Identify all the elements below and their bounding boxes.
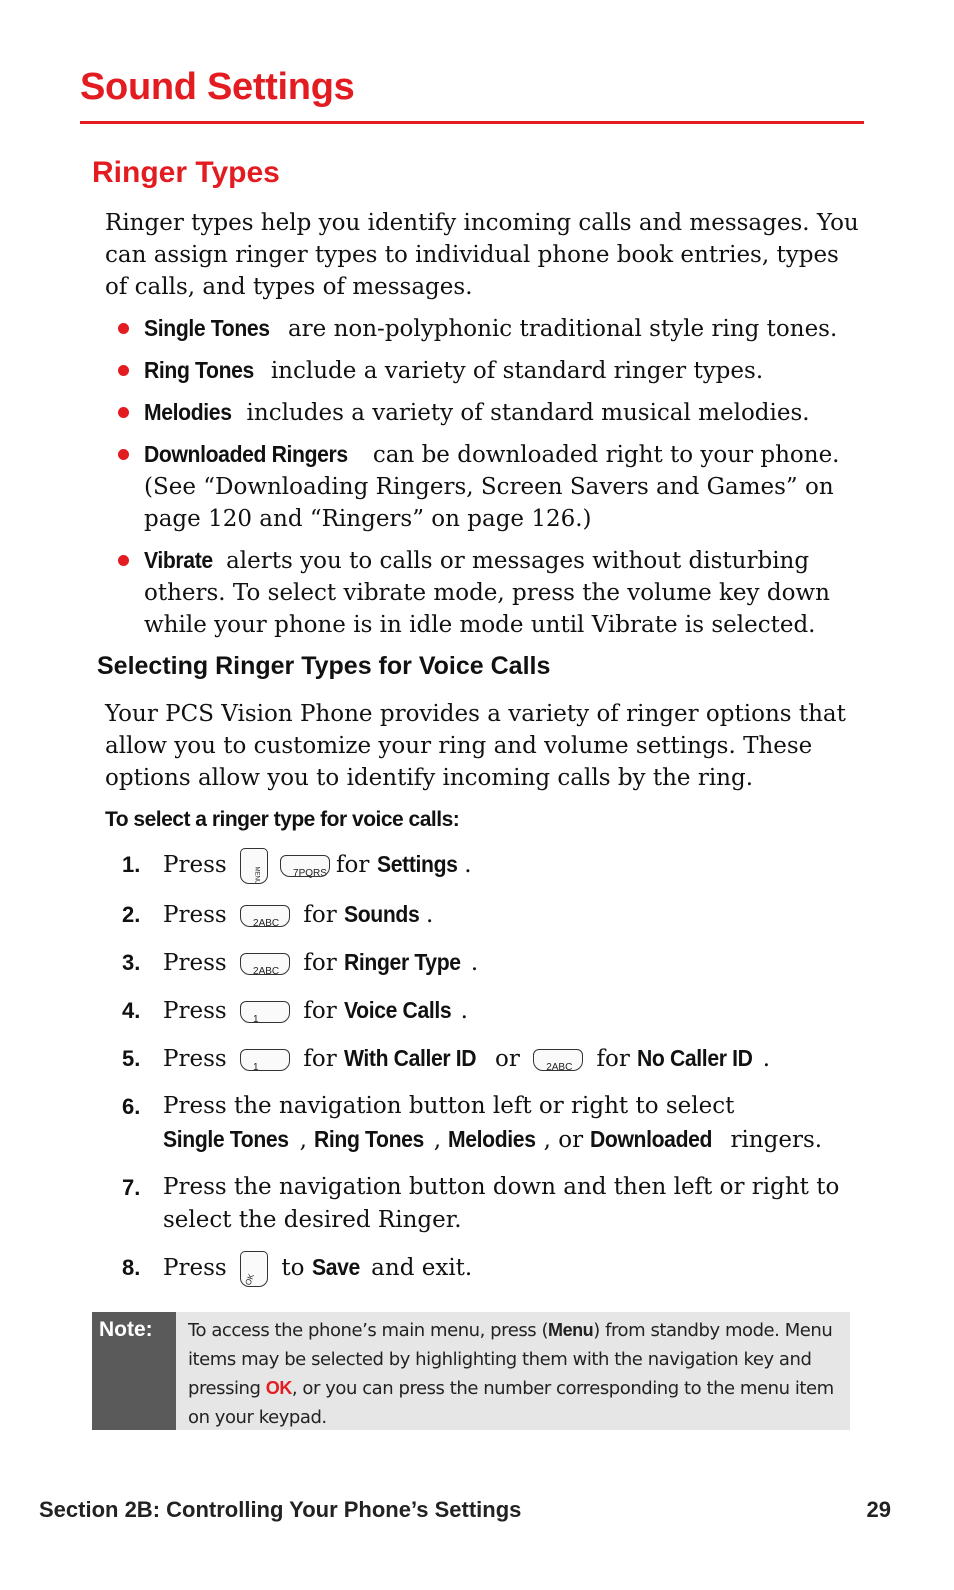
step-text: Press the navigation button down and then left or right to select the desired Ringer. — [163, 1174, 840, 1233]
term-description: include a variety of standard ringer types. — [263, 358, 764, 384]
list-item — [118, 438, 868, 535]
step-target: Ringer Type — [344, 949, 461, 975]
key-1-icon — [240, 1049, 290, 1071]
term: Melodies — [144, 399, 232, 425]
step-item — [120, 848, 860, 884]
step-verb: Press — [163, 998, 227, 1024]
step-or: or — [495, 1046, 520, 1072]
step-number: 2. — [122, 902, 141, 927]
step-text: , or — [543, 1127, 591, 1153]
step-item — [120, 1171, 860, 1237]
procedure-lead-in: To select a ringer type for voice calls: — [105, 808, 460, 831]
step-number: 8. — [122, 1255, 141, 1280]
step-for: for — [303, 950, 337, 976]
key-2-icon — [240, 953, 290, 975]
key-2-icon — [533, 1049, 583, 1071]
step-verb: Press — [163, 1046, 227, 1072]
step-end: . — [470, 950, 479, 976]
step-target: Voice Calls — [344, 997, 452, 1023]
term: Vibrate — [144, 547, 213, 573]
menu-key-icon — [240, 848, 268, 884]
bullet-icon — [118, 555, 129, 566]
ok-key-icon — [240, 1251, 268, 1287]
subsection-title: Selecting Ringer Types for Voice Calls — [97, 652, 551, 680]
step-target: Ring Tones — [314, 1126, 425, 1152]
key-label: 2ABC — [253, 966, 280, 977]
list-item — [118, 354, 868, 387]
key-1-icon — [240, 1001, 290, 1023]
step-number: 1. — [122, 852, 141, 877]
step-item — [120, 1251, 860, 1287]
term-description: alerts you to calls or messages without disturbing others. To select vibrate mode, press the volume key down while your phone is in idle mode until Vibrate is selected. — [144, 548, 830, 638]
step-item — [120, 994, 860, 1028]
note-label-box — [92, 1312, 176, 1430]
key-label: OK — [243, 1272, 257, 1287]
key-label: 2ABC — [546, 1062, 573, 1073]
step-end: . — [464, 852, 472, 878]
page-title: Sound Settings — [80, 66, 355, 108]
step-target: Settings — [376, 851, 458, 877]
note-text-part: To access the phone’s main menu, press ( — [188, 1320, 549, 1341]
step-verb: Press — [163, 950, 227, 976]
footer-section: Section 2B: Controlling Your Phone’s Settings — [39, 1497, 522, 1522]
step-item — [120, 898, 860, 932]
step-for: for — [303, 902, 337, 928]
key-2-icon — [240, 905, 290, 927]
term-description: are non-polyphonic traditional style ring tones. — [280, 316, 838, 342]
term: Single Tones — [144, 315, 270, 341]
list-item — [118, 396, 868, 429]
step-number: 5. — [122, 1046, 141, 1071]
intro-paragraph: Ringer types help you identify incoming calls and messages. You can assign ringer types to individual phone book entries, types of calls, and types of messages. — [105, 210, 859, 300]
note-box — [92, 1312, 850, 1430]
procedure-steps — [120, 848, 860, 1301]
step-verb: Press — [163, 902, 227, 928]
key-7-icon — [280, 855, 330, 877]
bullet-icon — [118, 449, 129, 460]
note-menu-term: Menu — [548, 1320, 594, 1340]
step-item — [120, 1042, 860, 1076]
step-number: 4. — [122, 998, 141, 1023]
step-to: to — [281, 1255, 305, 1281]
step-target: Sounds — [344, 901, 420, 927]
step-target: Save — [311, 1254, 360, 1280]
list-item — [118, 544, 868, 641]
step-text: Press the navigation button left or right to select — [163, 1093, 735, 1119]
step-target: Downloaded — [590, 1126, 713, 1152]
page-number: 29 — [866, 1497, 891, 1522]
term: Downloaded Ringers — [144, 441, 348, 467]
note-label: Note: — [99, 1318, 153, 1341]
section-title: Ringer Types — [92, 156, 280, 189]
note-text-part: ) from standby mode. Menu items may be selected by highlighting them with the navigation key and pressing — [188, 1320, 833, 1399]
step-for: for — [596, 1046, 630, 1072]
step-end: . — [425, 902, 434, 928]
key-label: 7PQRS — [293, 868, 327, 879]
step-text: , — [433, 1127, 449, 1153]
list-item — [118, 312, 868, 345]
step-text: ringers. — [723, 1127, 823, 1153]
bullet-icon — [118, 323, 129, 334]
term-description: can be downloaded right to your phone. (See “Downloading Ringers, Screen Savers and Games” on page 120 and “Ringers” on page 126.) — [144, 442, 840, 532]
note-text-part: , or you can press the number corresponding to the menu item on your keypad. — [188, 1378, 834, 1428]
step-target: Single Tones — [163, 1126, 289, 1152]
step-number: 6. — [122, 1094, 141, 1119]
step-end: and exit. — [363, 1255, 473, 1281]
step-end: . — [460, 998, 468, 1024]
note-text — [188, 1316, 848, 1432]
term: Ring Tones — [144, 357, 254, 383]
bullet-icon — [118, 407, 129, 418]
page-footer — [39, 1497, 891, 1523]
key-label: 1 — [253, 1014, 259, 1025]
term-description: includes a variety of standard musical melodies. — [239, 400, 810, 426]
step-text: , — [299, 1127, 315, 1153]
key-label: 2ABC — [253, 918, 280, 929]
step-target: Melodies — [448, 1126, 537, 1152]
step-verb: Press — [163, 1255, 227, 1281]
step-number: 3. — [122, 950, 141, 975]
step-verb: Press — [163, 852, 227, 878]
subsection-paragraph: Your PCS Vision Phone provides a variety of ringer options that allow you to customize your ring and volume settings. These options allow you to identify incoming calls by the ring. — [105, 701, 846, 791]
step-item — [120, 1090, 860, 1157]
title-rule — [80, 121, 864, 124]
step-number: 7. — [122, 1175, 141, 1200]
bullet-icon — [118, 365, 129, 376]
key-label: MENU — [253, 866, 260, 885]
step-for: for — [303, 998, 337, 1024]
step-for: for — [303, 1046, 337, 1072]
step-target: With Caller ID — [344, 1045, 477, 1071]
key-label: 1 — [253, 1062, 259, 1073]
step-target: No Caller ID — [637, 1045, 753, 1071]
ringer-type-list — [118, 312, 868, 650]
step-end: . — [762, 1046, 771, 1072]
step-item — [120, 946, 860, 980]
step-for: for — [336, 852, 370, 878]
note-ok-term: OK — [265, 1378, 292, 1398]
